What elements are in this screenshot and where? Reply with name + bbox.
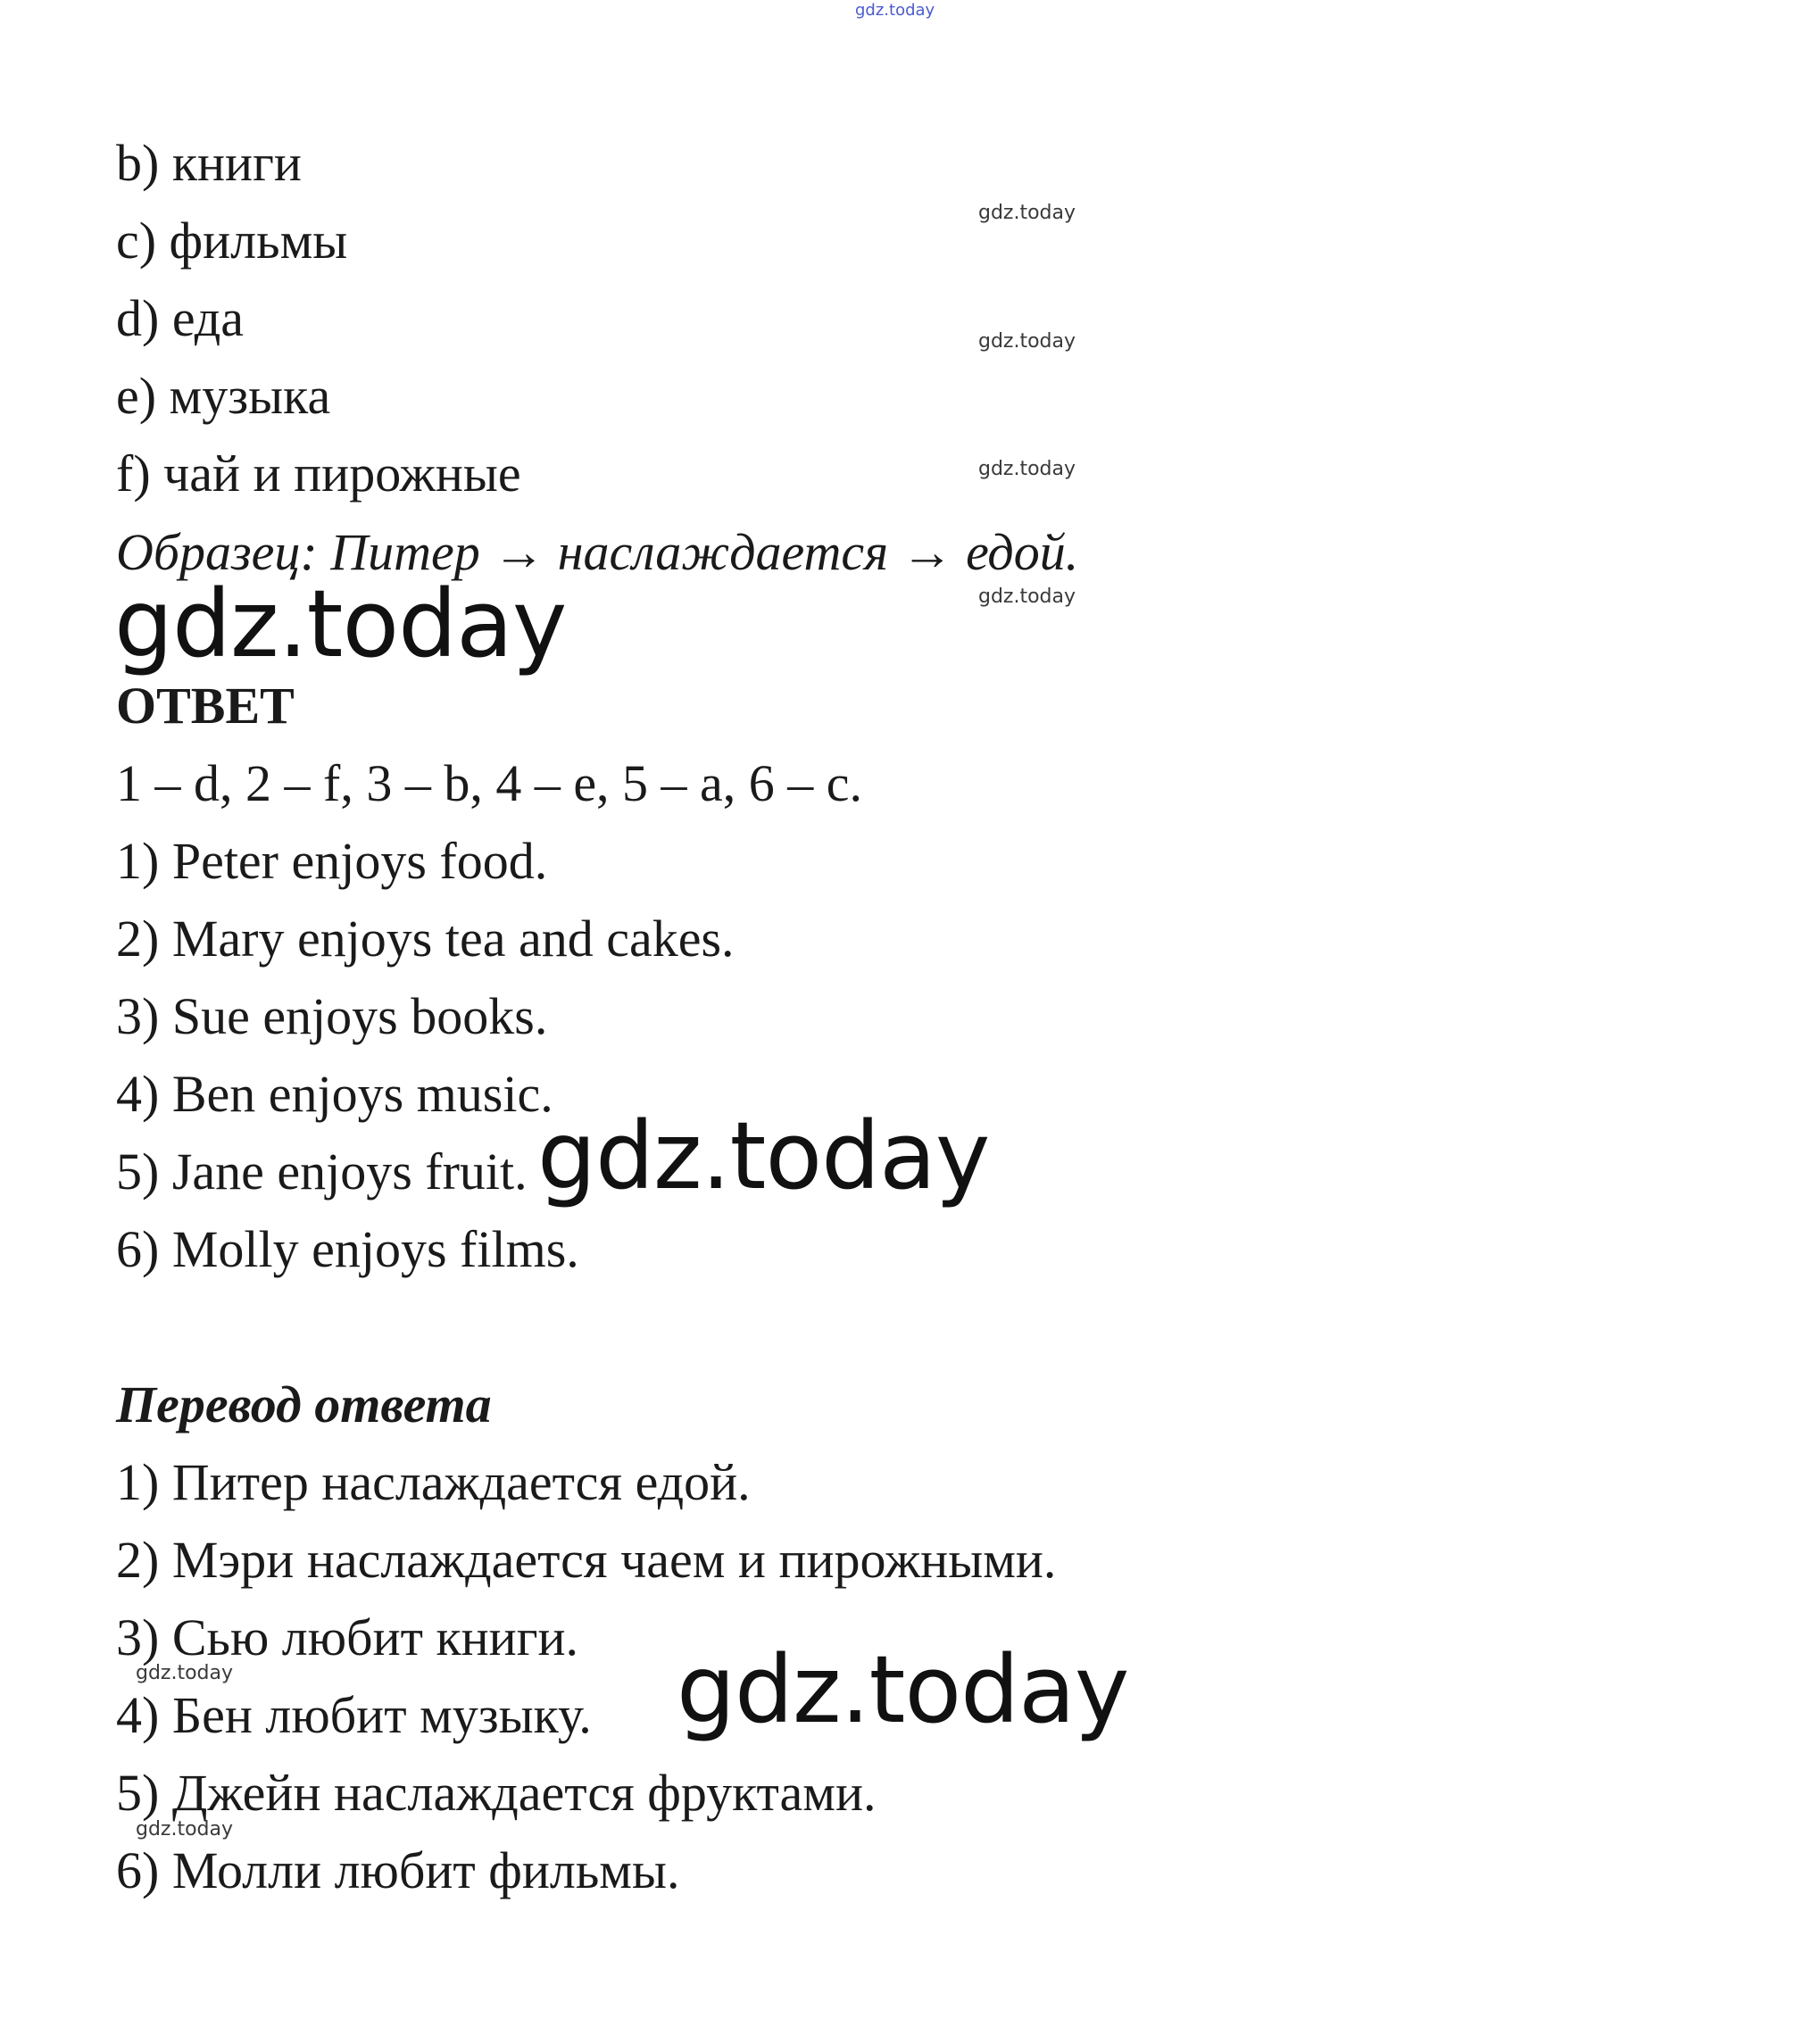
translation-heading: Перевод ответа <box>116 1375 492 1433</box>
watermark-large: gdz.today <box>677 1635 1129 1744</box>
watermark-large: gdz.today <box>114 569 567 678</box>
option-f: f) чай и пирожные <box>116 445 521 503</box>
option-b: b) книги <box>116 134 302 192</box>
answer-1: 1) Peter enjoys food. <box>116 832 548 890</box>
answer-2: 2) Mary enjoys tea and cakes. <box>116 910 735 968</box>
translation-6: 6) Молли любит фильмы. <box>116 1841 680 1899</box>
answer-5: 5) Jane enjoys fruit. <box>116 1142 528 1201</box>
answer-4: 4) Ben enjoys music. <box>116 1065 553 1123</box>
watermark-small: gdz.today <box>978 202 1076 224</box>
watermark-small: gdz.today <box>136 1818 234 1840</box>
answer-heading: ОТВЕТ <box>116 677 295 735</box>
translation-2: 2) Мэри наслаждается чаем и пирожными. <box>116 1531 1057 1589</box>
translation-4: 4) Бен любит музыку. <box>116 1686 592 1744</box>
watermark-small: gdz.today <box>978 458 1076 480</box>
option-e: e) музыка <box>116 367 331 425</box>
watermark-small: gdz.today <box>136 1662 234 1684</box>
option-c: c) фильмы <box>116 212 348 270</box>
translation-5: 5) Джейн наслаждается фруктами. <box>116 1764 877 1822</box>
translation-3: 3) Сью любит книги. <box>116 1608 579 1666</box>
translation-1: 1) Питер наслаждается едой. <box>116 1453 751 1511</box>
watermark-small: gdz.today <box>978 586 1076 608</box>
option-d: d) еда <box>116 289 245 347</box>
watermark-small: gdz.today <box>978 330 1076 353</box>
answer-6: 6) Molly enjoys films. <box>116 1220 579 1278</box>
watermark-top: gdz.today <box>855 1 935 20</box>
example-sentence: Образец: Питер → наслаждается → едой. <box>116 523 1079 581</box>
answer-key: 1 – d, 2 – f, 3 – b, 4 – e, 5 – a, 6 – c. <box>116 754 863 812</box>
answer-3: 3) Sue enjoys books. <box>116 987 548 1045</box>
watermark-large: gdz.today <box>537 1101 990 1210</box>
